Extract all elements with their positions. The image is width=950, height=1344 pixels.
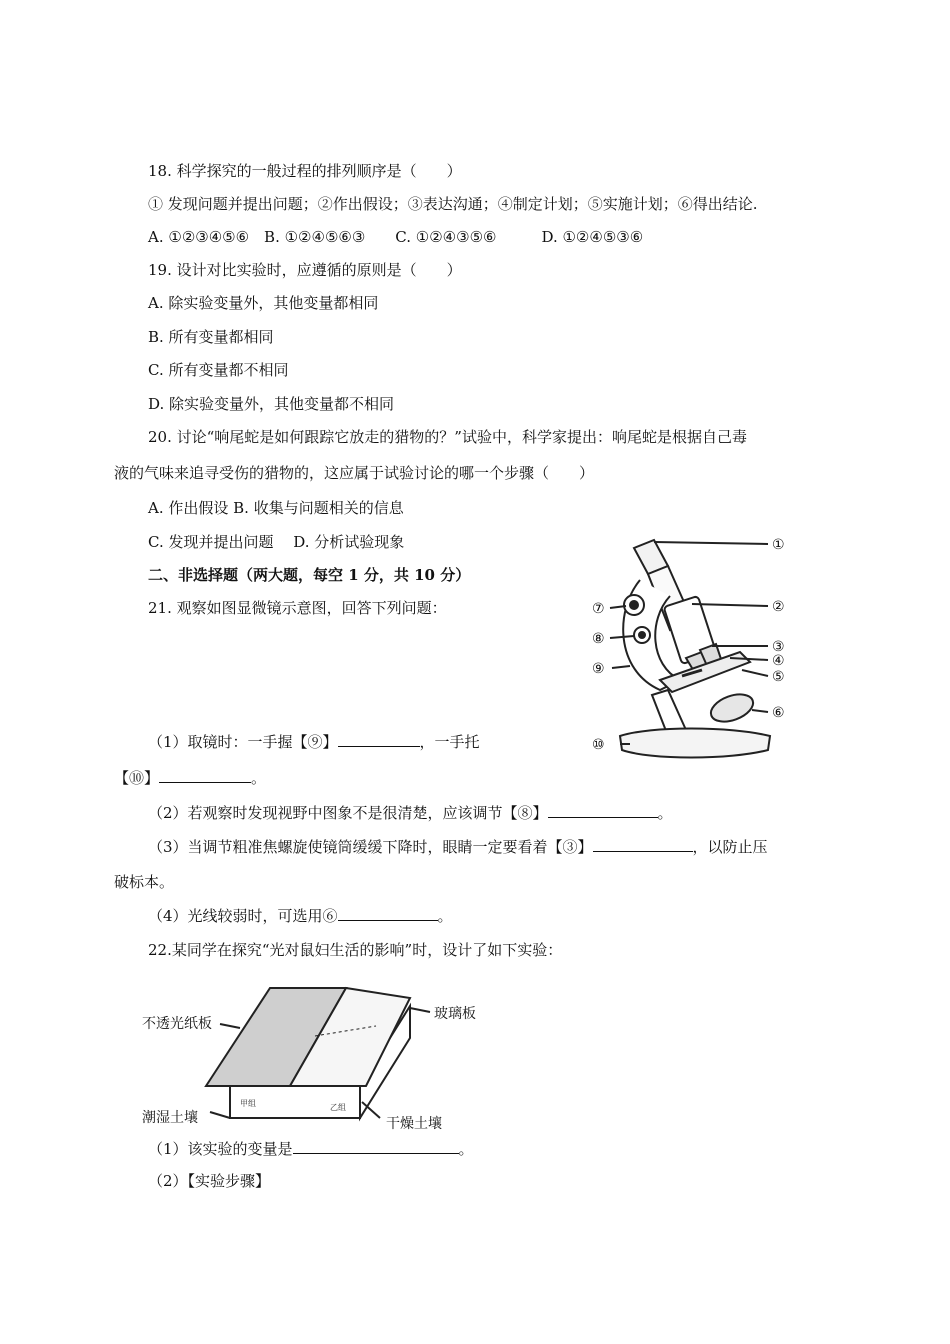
q19-option-b: B. 所有变量都相同 bbox=[148, 328, 274, 346]
answer-blank[interactable] bbox=[593, 836, 693, 852]
q21-part3: （3）当调节粗准焦螺旋使镜筒缓缓下降时，眼睛一定要看着【③】 ，以防止压 bbox=[148, 838, 768, 856]
q22-part2: （2）【实验步骤】 bbox=[148, 1172, 271, 1190]
q18-stem: 18. 科学探究的一般过程的排列顺序是（ ） bbox=[148, 162, 462, 180]
microscope-diagram bbox=[590, 530, 810, 770]
label-group-b: 乙组 bbox=[330, 1103, 346, 1112]
base bbox=[620, 729, 770, 758]
q20-options-ab: A. 作出假设 B. 收集与问题相关的信息 bbox=[148, 499, 404, 517]
q18-options: A. ①②③④⑤⑥ B. ①②④⑤⑥③ C. ①②④③⑤⑥ D. ①②④⑤③⑥ bbox=[148, 228, 644, 246]
q20-stem-line2: 液的气味来追寻受伤的猎物的，这应属于试验讨论的哪一个步骤（ ） bbox=[114, 464, 595, 482]
q21-part4: （4）光线较弱时，可选用⑥ 。 bbox=[148, 907, 453, 925]
q19-option-d: D. 除实验变量外，其他变量都不相同 bbox=[148, 395, 395, 413]
q21-part2: （2）若观察时发现视野中图象不是很清楚，应该调节【⑧】 。 bbox=[148, 804, 673, 822]
q21-part1: （1）取镜时：一手握【⑨】 ，一手托 bbox=[148, 733, 480, 751]
q22-part1: （1）该实验的变量是 。 bbox=[148, 1140, 474, 1158]
q21-stem: 21. 观察如图显微镜示意图，回答下列问题： bbox=[148, 599, 447, 617]
section-heading: 二、非选择题（两大题，每空 1 分，共 10 分） bbox=[148, 566, 471, 584]
label-4: ④ bbox=[772, 653, 785, 669]
q22-stem: 22.某同学在探究“光对鼠妇生活的影响”时，设计了如下实验： bbox=[148, 941, 563, 959]
q20-stem-line1: 20. 讨论“响尾蛇是如何跟踪它放走的猎物的？”试验中，科学家提出：响尾蛇是根据自己毒 bbox=[148, 428, 747, 446]
label-8: ⑧ bbox=[592, 631, 605, 647]
label-1: ① bbox=[772, 537, 785, 553]
label-group-a: 甲组 bbox=[240, 1099, 256, 1108]
label-glass: 玻璃板 bbox=[434, 1006, 476, 1022]
label-7: ⑦ bbox=[592, 601, 605, 617]
label-10: ⑩ bbox=[592, 737, 605, 753]
label-9: ⑨ bbox=[592, 661, 605, 677]
answer-blank[interactable] bbox=[293, 1138, 459, 1154]
q19-option-a: A. 除实验变量外，其他变量都相同 bbox=[148, 294, 379, 312]
label-3: ③ bbox=[772, 639, 785, 655]
q19-option-c: C. 所有变量都不相同 bbox=[148, 361, 289, 379]
experiment-box-diagram bbox=[140, 978, 500, 1138]
answer-blank[interactable] bbox=[548, 802, 658, 818]
label-2: ② bbox=[772, 599, 785, 615]
label-dry-soil: 干燥土壤 bbox=[386, 1116, 442, 1132]
label-5: ⑤ bbox=[772, 669, 785, 685]
label-wet-soil: 潮湿土壤 bbox=[142, 1110, 198, 1126]
q18-steps: ① 发现问题并提出问题；②作出假设；③表达沟通；④制定计划；⑤实施计划；⑥得出结论. bbox=[148, 195, 758, 213]
q19-stem: 19. 设计对比实验时，应遵循的原则是（ ） bbox=[148, 261, 462, 279]
answer-blank[interactable] bbox=[338, 905, 438, 921]
answer-blank[interactable] bbox=[338, 731, 420, 747]
answer-blank[interactable] bbox=[159, 767, 251, 783]
q21-part1-cont: 【⑩】 。 bbox=[114, 769, 267, 787]
q21-part3-cont: 破标本。 bbox=[114, 873, 175, 891]
mirror bbox=[707, 689, 757, 727]
label-opaque-board: 不透光纸板 bbox=[142, 1016, 212, 1032]
q20-options-cd: C. 发现并提出问题 D. 分析试验现象 bbox=[148, 533, 405, 551]
label-6: ⑥ bbox=[772, 705, 785, 721]
